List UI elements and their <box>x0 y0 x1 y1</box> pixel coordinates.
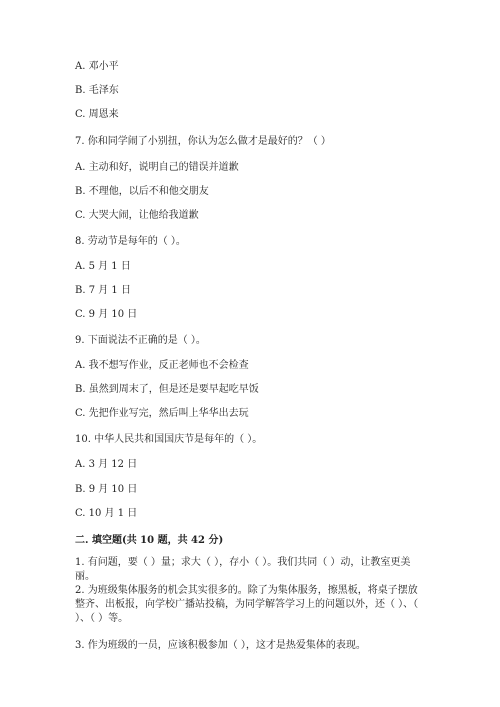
q10-question: 10. 中华人民共和国国庆节是每年的（ ）。 <box>75 434 263 445</box>
q7-option-b: B. 不理他，以后不和他交朋友 <box>75 186 209 197</box>
q10-option-b: B. 9 月 10 日 <box>75 484 138 495</box>
fill-item-3: 3. 作为班级的一员，应该积极参加（ ），这才是热爱集体的表现。 <box>75 640 366 651</box>
q6-option-a: A. 邓小平 <box>75 61 119 72</box>
q9-question: 9. 下面说法不正确的是（ ）。 <box>75 335 206 346</box>
q8-option-c: C. 9 月 10 日 <box>75 309 138 320</box>
q6-option-c: C. 周恩来 <box>75 109 119 120</box>
q8-question: 8. 劳动节是每年的（ ）。 <box>75 236 186 247</box>
q8-option-a: A. 5 月 1 日 <box>75 261 131 272</box>
q10-option-a: A. 3 月 12 日 <box>75 459 138 470</box>
fill-item-1: 1. 有问题，要（ ）量；求大（ ），存小（ ）。我们共同（ ）动，让教室更美丽。 <box>75 557 411 582</box>
q9-option-c: C. 先把作业写完，然后叫上华华出去玩 <box>75 408 249 419</box>
fill-item-2: 2. 为班级集体服务的机会其实很多的。除了为集体服务，擦黑板，将桌子摆放整齐、出板报，向学校广播站投稿，为同学解答学习上的问题以外，还（ ）、（ ）、（ ）等。 <box>75 585 419 624</box>
q7-option-c: C. 大哭大闹，让他给我道歉 <box>75 210 199 221</box>
section-heading-fill-in: 二. 填空题(共 10 题，共 42 分) <box>75 535 224 546</box>
q7-option-a: A. 主动和好，说明自己的错误并道歉 <box>75 162 239 173</box>
q8-option-b: B. 7 月 1 日 <box>75 285 131 296</box>
q7-question: 7. 你和同学闹了小别扭，你认为怎么做才是最好的？（ ） <box>75 136 331 147</box>
q9-option-a: A. 我不想写作业，反正老师也不会检查 <box>75 360 249 371</box>
q10-option-c: C. 10 月 1 日 <box>75 508 138 519</box>
q9-option-b: B. 虽然到周末了，但是还是要早起吃早饭 <box>75 384 259 395</box>
q6-option-b: B. 毛泽东 <box>75 85 119 96</box>
